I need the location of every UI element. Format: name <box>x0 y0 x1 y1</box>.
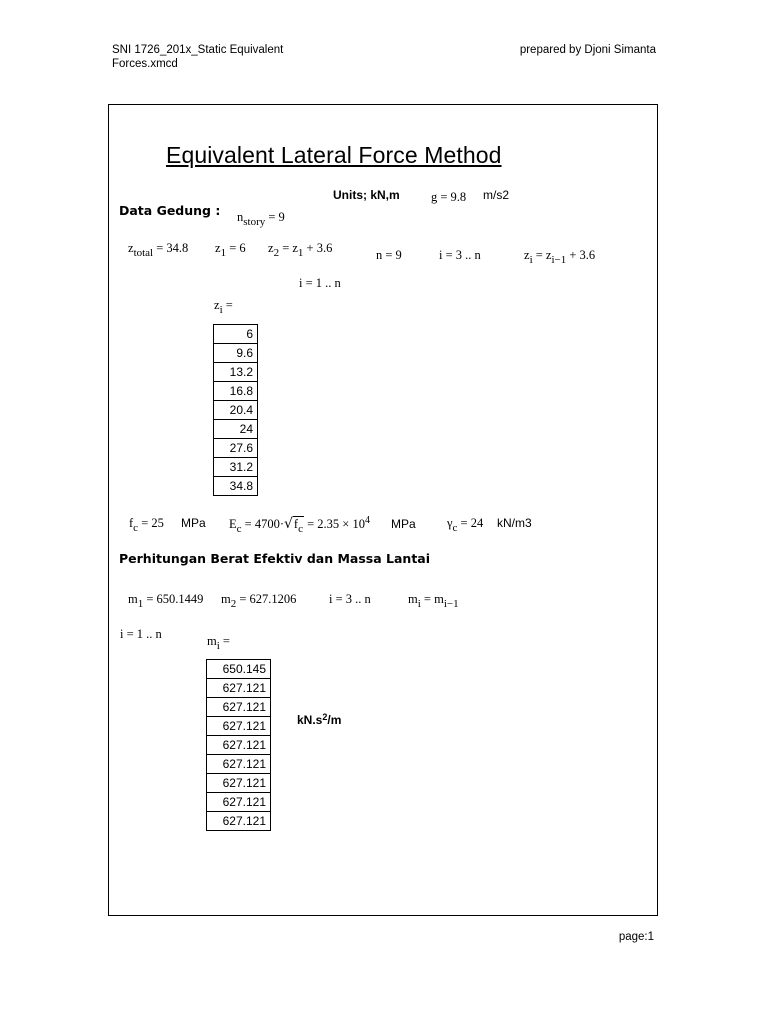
header-author: prepared by Djoni Simanta <box>519 44 656 56</box>
z1-expression: $z_1 = 6$ <box>215 241 246 259</box>
mi-row <box>207 793 271 812</box>
m2-expression: $m_2 = 627.1206$ <box>221 592 297 610</box>
table-cell: 9.6 <box>214 344 258 363</box>
worksheet-frame <box>108 104 658 916</box>
table-cell: 650.145 <box>207 660 271 679</box>
header-file-name-line2: Forces.xmcd <box>112 58 178 70</box>
zi-row <box>214 420 258 439</box>
table-cell: 627.121 <box>207 679 271 698</box>
mi-row <box>207 755 271 774</box>
zi-row <box>214 458 258 477</box>
z-total-expression: $z_{total} = 34.8$ <box>128 241 189 259</box>
mi-result-label: $m_i$ = <box>207 634 230 652</box>
m1-expression: $m_1 = 650.1449$ <box>128 592 204 610</box>
z2-expression: $z_2 = z_1 + 3.6$ <box>268 241 333 259</box>
zi-row <box>214 439 258 458</box>
gamma-unit: kN/m3 <box>497 516 532 530</box>
table-cell: 627.121 <box>207 736 271 755</box>
mi-row <box>207 717 271 736</box>
fc-unit: MPa <box>181 516 206 530</box>
mi-row <box>207 812 271 831</box>
table-cell: 16.8 <box>214 382 258 401</box>
mi-row <box>207 698 271 717</box>
table-cell: 627.121 <box>207 812 271 831</box>
zi-row <box>214 344 258 363</box>
mi-row <box>207 736 271 755</box>
table-cell: 6 <box>214 325 258 344</box>
sqrt-argument: $f_c$ <box>293 517 303 535</box>
zi-row <box>214 382 258 401</box>
sqrt-icon: √ <box>284 516 293 532</box>
zi-row <box>214 401 258 420</box>
zi-recurrence-expression: $z_i = z_{i-1} + 3.6$ <box>524 248 596 266</box>
zi-row <box>214 325 258 344</box>
mass-i-range-full-expression: i = 1 .. n <box>120 627 162 641</box>
zi-result-table <box>213 324 258 496</box>
table-cell: 627.121 <box>207 717 271 736</box>
n-expression: n = 9 <box>376 248 402 262</box>
zi-result-label: $z_i$ = <box>214 298 233 316</box>
n-story-expression: $n_{story} = 9$ <box>237 210 285 228</box>
ec-expression: $E_c = 4700\cdot√f_c = 2.35 \times 10^4$ <box>229 515 370 535</box>
gamma-expression: $\gamma_c = 24$ <box>447 516 484 534</box>
units-label: Units; kN,m <box>333 188 400 202</box>
page-title: Equivalent Lateral Force Method <box>166 142 502 168</box>
i-range-full-expression: i = 1 .. n <box>299 276 341 290</box>
gravity-unit: m/s2 <box>483 188 510 202</box>
massa-heading: Perhitungan Berat Efektiv dan Massa Lantai <box>119 551 431 566</box>
header-file-name-line1: SNI 1726_201x_Static Equivalent <box>112 44 284 56</box>
mi-row <box>207 774 271 793</box>
zi-row <box>214 363 258 382</box>
table-cell: 24 <box>214 420 258 439</box>
gravity-expression: g = 9.8 <box>431 190 467 204</box>
table-cell: 627.121 <box>207 774 271 793</box>
fc-expression: $f_c = 25$ <box>129 516 164 534</box>
mi-row <box>207 660 271 679</box>
data-gedung-heading: Data Gedung : <box>119 203 221 218</box>
mi-recurrence-expression: $m_i = m_{i-1}$ <box>408 592 459 610</box>
mass-i-range-expression: i = 3 .. n <box>329 592 371 606</box>
i-range-expression: i = 3 .. n <box>439 248 481 262</box>
table-cell: 627.121 <box>207 793 271 812</box>
mi-result-table <box>206 659 271 831</box>
table-cell: 13.2 <box>214 363 258 382</box>
mi-row <box>207 679 271 698</box>
page-number: page:1 <box>618 931 654 943</box>
table-cell: 31.2 <box>214 458 258 477</box>
table-cell: 20.4 <box>214 401 258 420</box>
zi-row <box>214 477 258 496</box>
table-cell: 627.121 <box>207 698 271 717</box>
ec-unit: MPa <box>391 517 416 531</box>
mass-unit: $kN.s^2/m$ <box>297 712 342 727</box>
table-cell: 627.121 <box>207 755 271 774</box>
table-cell: 27.6 <box>214 439 258 458</box>
header-file-name <box>112 43 283 71</box>
table-cell: 34.8 <box>214 477 258 496</box>
